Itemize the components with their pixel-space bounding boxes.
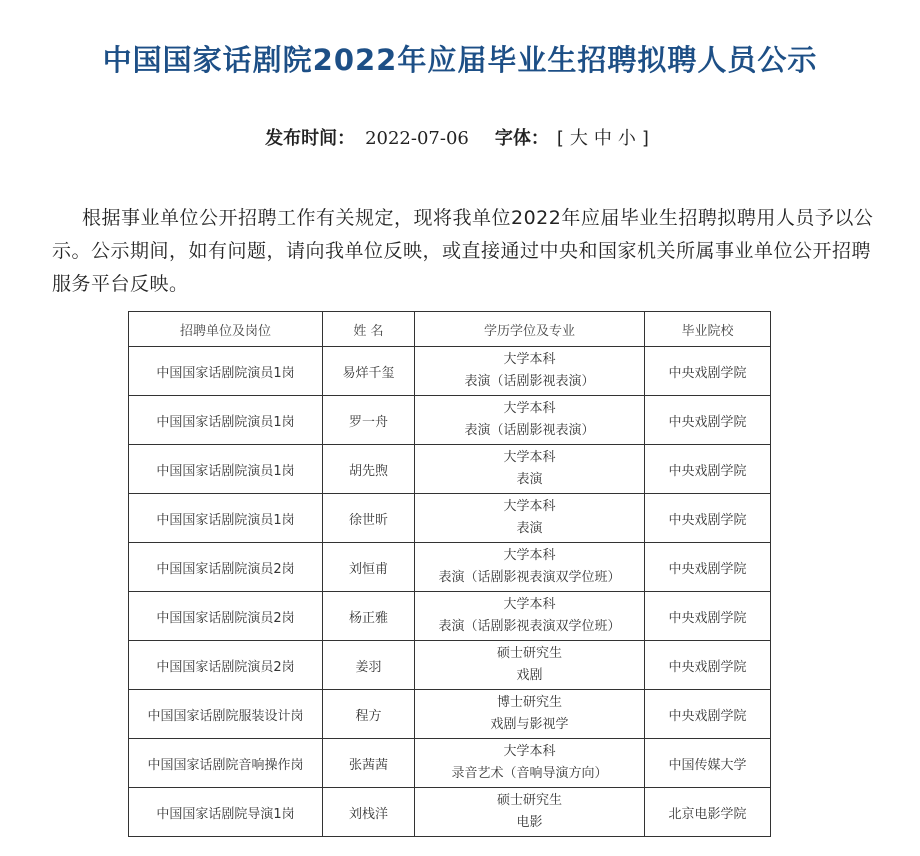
table-row: [129, 396, 771, 445]
cell-school: 中央戏剧学院: [645, 690, 771, 739]
education-degree: 硕士研究生: [496, 646, 562, 661]
education-major: 表演（话剧影视表演）: [464, 423, 595, 438]
education-major: 戏剧与影视学: [490, 717, 569, 732]
font-large-button[interactable]: 大: [569, 128, 594, 149]
cell-unit: 中国国家话剧院服装设计岗: [129, 690, 323, 739]
font-small-button[interactable]: 小: [617, 128, 642, 149]
table-row: [129, 788, 771, 837]
education-major: 表演（话剧影视表演）: [464, 374, 595, 389]
education-degree: 大学本科: [503, 597, 556, 612]
cell-name: 姜羽: [323, 641, 415, 690]
cell-unit: 中国国家话剧院演员2岗: [129, 641, 323, 690]
cell-name: 易烊千玺: [323, 347, 415, 396]
cell-unit: 中国国家话剧院音响操作岗: [129, 739, 323, 788]
cell-education: [415, 641, 645, 690]
cell-name: 程方: [323, 690, 415, 739]
cell-unit: 中国国家话剧院演员1岗: [129, 396, 323, 445]
education-major: 电影: [516, 815, 543, 830]
page-title: 中国国家话剧院2022年应届毕业生招聘拟聘人员公示: [102, 43, 818, 77]
publish-label: 发布时间：: [265, 128, 356, 149]
table-row: [129, 641, 771, 690]
cell-name: 徐世昕: [323, 494, 415, 543]
education-degree: 大学本科: [503, 548, 556, 563]
cell-school: 中央戏剧学院: [645, 445, 771, 494]
education-degree: 大学本科: [503, 450, 556, 465]
cell-school: 中央戏剧学院: [645, 543, 771, 592]
education-degree: 大学本科: [503, 352, 556, 367]
table-row: [129, 543, 771, 592]
cell-school: 中央戏剧学院: [645, 396, 771, 445]
font-bracket-close: ]: [641, 128, 655, 149]
table-row: [129, 690, 771, 739]
education-major: 表演（话剧影视表演双学位班）: [438, 570, 621, 585]
cell-unit: 中国国家话剧院导演1岗: [129, 788, 323, 837]
cell-name: 胡先煦: [323, 445, 415, 494]
cell-education: [415, 347, 645, 396]
education-degree: 博士研究生: [496, 695, 562, 710]
education-degree: 大学本科: [503, 499, 556, 514]
header-education: 学历学位及专业: [415, 312, 645, 347]
cell-unit: 中国国家话剧院演员1岗: [129, 347, 323, 396]
education-degree: 大学本科: [503, 744, 556, 759]
education-major: 表演: [516, 472, 543, 487]
education-major: 表演: [516, 521, 543, 536]
cell-education: [415, 788, 645, 837]
font-size-switcher: [557, 128, 655, 149]
header-unit: 招聘单位及岗位: [129, 312, 323, 347]
table-row: [129, 592, 771, 641]
cell-education: [415, 690, 645, 739]
cell-school: 中央戏剧学院: [645, 592, 771, 641]
table-header-row: [129, 312, 771, 347]
education-degree: 硕士研究生: [496, 793, 562, 808]
cell-education: [415, 543, 645, 592]
cell-name: 张茜茜: [323, 739, 415, 788]
cell-unit: 中国国家话剧院演员2岗: [129, 543, 323, 592]
cell-unit: 中国国家话剧院演员2岗: [129, 592, 323, 641]
font-medium-button[interactable]: 中: [593, 128, 618, 149]
font-bracket-open: [: [556, 128, 570, 149]
cell-school: 中国传媒大学: [645, 739, 771, 788]
education-major: 表演（话剧影视表演双学位班）: [438, 619, 621, 634]
table-row: [129, 445, 771, 494]
cell-school: 中央戏剧学院: [645, 641, 771, 690]
cell-school: 中央戏剧学院: [645, 347, 771, 396]
table-row: [129, 739, 771, 788]
education-major: 录音艺术（音响导演方向）: [451, 766, 608, 781]
cell-education: [415, 592, 645, 641]
cell-name: 刘栈洋: [323, 788, 415, 837]
table-row: [129, 494, 771, 543]
meta-bar: [0, 124, 920, 150]
cell-name: 罗一舟: [323, 396, 415, 445]
publish-date: 2022-07-06: [365, 128, 469, 149]
intro-paragraph: 根据事业单位公开招聘工作有关规定，现将我单位2022年应届毕业生招聘拟聘用人员予以公示。公示期间，如有问题，请向我单位反映，或直接通过中央和国家机关所属事业单位公开招聘服务平台反映。: [52, 207, 874, 295]
cell-education: [415, 396, 645, 445]
cell-unit: 中国国家话剧院演员1岗: [129, 494, 323, 543]
table-row: [129, 347, 771, 396]
cell-name: 杨正雅: [323, 592, 415, 641]
cell-education: [415, 494, 645, 543]
font-size-label: 字体：: [494, 128, 549, 149]
header-school: 毕业院校: [645, 312, 771, 347]
cell-name: 刘恒甫: [323, 543, 415, 592]
education-degree: 大学本科: [503, 401, 556, 416]
cell-education: [415, 445, 645, 494]
header-name: 姓 名: [323, 312, 415, 347]
hiring-table: [128, 311, 771, 837]
education-major: 戏剧: [516, 668, 543, 683]
cell-school: 北京电影学院: [645, 788, 771, 837]
cell-education: [415, 739, 645, 788]
cell-unit: 中国国家话剧院演员1岗: [129, 445, 323, 494]
cell-school: 中央戏剧学院: [645, 494, 771, 543]
